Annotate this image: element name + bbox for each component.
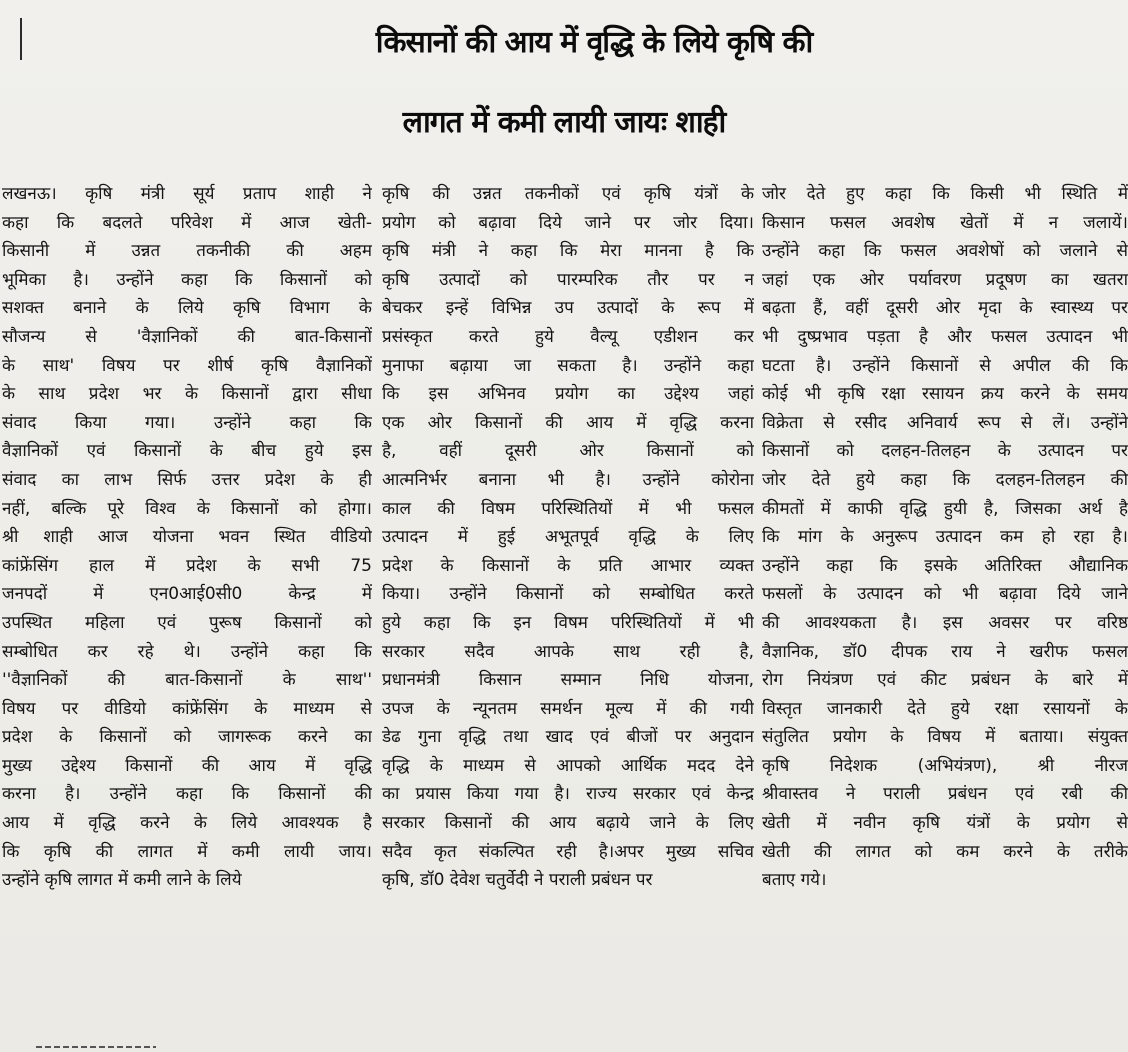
article-text-line: काल की विषम परिस्थितियों में भी फसल bbox=[382, 498, 754, 519]
article-text-line: सरकार सदैव आपके साथ रही है, bbox=[382, 641, 754, 662]
article-text-line: जोर देते हुये कहा कि दलहन-तिलहन की bbox=[762, 469, 1128, 490]
article-text-line: प्रसंस्कृत करते हुये वैल्यू एडीशन कर bbox=[382, 326, 754, 347]
article-text-line: प्रधानमंत्री किसान सम्मान निधि योजना, bbox=[382, 670, 754, 691]
article-text-line: मुनाफा बढ़ाया जा सकता है। उन्होंने कहा bbox=[382, 355, 754, 376]
article-text-line: कीमतों में काफी वृद्धि हुयी है, जिसका अर्थ है bbox=[762, 498, 1128, 519]
article-text-line: खेती में नवीन कृषि यंत्रों के प्रयोग से bbox=[762, 813, 1128, 834]
article-text-line: की आवश्यकता है। इस अवसर पर वरिष्ठ bbox=[762, 612, 1128, 633]
article-text-line: डेढ गुना वृद्धि तथा खाद एवं बीजों पर अनुदान bbox=[382, 727, 754, 748]
article-text-line: किसान फसल अवशेष खेतों में न जलायें। bbox=[762, 212, 1128, 233]
article-text-line: आय में वृद्धि करने के लिये आवश्यक है bbox=[2, 813, 372, 834]
article-text-line: ''वैज्ञानिकों की बात-किसानों के साथ'' bbox=[2, 670, 372, 691]
article-text-line: करना है। उन्होंने कहा कि किसानों की bbox=[2, 784, 372, 805]
article-text-line: विषय पर वीडियो कांफ्रेंसिंग के माध्यम से bbox=[2, 698, 372, 719]
article-text-line: संतुलित प्रयोग के विषय में बताया। संयुक्त bbox=[762, 727, 1128, 748]
article-text-line: रोग नियंत्रण एवं कीट प्रबंधन के बारे में bbox=[762, 670, 1128, 691]
article-text-line: संवाद किया गया। उन्होंने कहा कि bbox=[2, 412, 372, 433]
article-text-line: आत्मनिर्भर बनाना भी है। उन्होंने कोरोना bbox=[382, 469, 754, 490]
article-text-line: उन्होंने कृषि लागत में कमी लाने के लिये bbox=[2, 870, 242, 891]
article-text-line: नहीं, बल्कि पूरे विश्व के किसानों को होगा। bbox=[2, 498, 372, 519]
article-text-line: फसलों के उत्पादन को भी बढ़ावा दिये जाने bbox=[762, 584, 1128, 605]
article-text-line: कृषि की उन्नत तकनीकों एवं कृषि यंत्रों के bbox=[382, 184, 754, 204]
article-text-line: सरकार किसानों की आय बढ़ाये जाने के लिए bbox=[382, 813, 754, 834]
article-text-line: सशक्त बनाने के लिये कृषि विभाग के bbox=[2, 298, 372, 319]
article-text-line: सदैव कृत संकल्पित रही है।अपर मुख्य सचिव bbox=[382, 841, 754, 862]
article-text-line: वृद्धि के माध्यम से आपको आर्थिक मदद देने bbox=[382, 755, 754, 776]
article-text-line: जनपदों में एन0आई0सी0 केन्द्र में bbox=[2, 584, 372, 605]
article-text-line: किया। उन्होंने किसानों को सम्बोधित करते bbox=[382, 584, 754, 605]
article-text-line: वैज्ञानिकों एवं किसानों के बीच हुये इस bbox=[2, 441, 372, 462]
article-text-line: बढ़ता हैं, वहीं दूसरी ओर मृदा के स्वास्थ्य पर bbox=[762, 298, 1128, 319]
article-text-line: कृषि उत्पादों को पारम्परिक तौर पर न bbox=[382, 269, 754, 290]
article-column-3 bbox=[762, 180, 1128, 895]
article-text-line: प्रयोग को बढ़ावा दिये जाने पर जोर दिया। bbox=[382, 212, 754, 233]
article-text-line: उपस्थित महिला एवं पुरूष किसानों को bbox=[2, 612, 372, 633]
article-text-line: कि कृषि की लागत में कमी लायी जाय। bbox=[2, 841, 372, 862]
article-text-line: सम्बोधित कर रहे थे। उन्होंने कहा कि bbox=[2, 641, 372, 662]
headline-line-2: लागत में कमी लायी जायः शाही bbox=[402, 105, 726, 140]
article-text-line: प्रदेश के किसानों को जागरूक करने का bbox=[2, 727, 372, 748]
article-text-line: है, वहीं दूसरी ओर किसानों को bbox=[382, 441, 754, 462]
article-text-line: उपज के न्यूनतम समर्थन मूल्य में की गयी bbox=[382, 698, 754, 719]
article-text-line: बताए गये। bbox=[762, 870, 827, 891]
article-text-line: खेती की लागत को कम करने के तरीके bbox=[762, 841, 1128, 862]
article-column-2 bbox=[382, 180, 754, 895]
article-text-line: प्रदेश के किसानों के प्रति आभार व्यक्त bbox=[382, 555, 754, 576]
article-text-line: उन्होंने कहा कि फसल अवशेषों को जलाने से bbox=[762, 241, 1128, 262]
article-text-line: कृषि निदेशक (अभियंत्रण), श्री नीरज bbox=[762, 755, 1128, 776]
headline-line-1: किसानों की आय में वृद्धि के लिये कृषि की bbox=[375, 25, 813, 60]
article-text-line: वैज्ञानिक, डॉ0 दीपक राय ने खरीफ फसल bbox=[762, 641, 1128, 662]
article-text-line: का प्रयास किया गया है। राज्य सरकार एवं केन्द्र bbox=[382, 784, 754, 805]
article-text-line: कोई भी कृषि रक्षा रसायन क्रय करने के समय bbox=[762, 384, 1128, 405]
headline bbox=[0, 4, 1128, 164]
article-column-1 bbox=[2, 180, 372, 895]
article-text-line: एक ओर किसानों की आय में वृद्धि करना bbox=[382, 412, 754, 433]
article-text-line: के साथ प्रदेश भर के किसानों द्वारा सीधा bbox=[2, 384, 372, 405]
article-text-line: कि मांग के अनुरूप उत्पादन कम हो रहा है। bbox=[762, 527, 1128, 548]
article-body bbox=[0, 180, 1128, 1052]
article-text-line: किसानी में उन्नत तकनीकी की अहम bbox=[2, 241, 372, 262]
article-text-line: संवाद का लाभ सिर्फ उत्तर प्रदेश के ही bbox=[2, 469, 372, 490]
article-text-line: उत्पादन में हुई अभूतपूर्व वृद्धि के लिए bbox=[382, 527, 754, 548]
article-text-line: घटता है। उन्होंने किसानों से अपील की कि bbox=[762, 355, 1128, 376]
article-text-line: किसानों को दलहन-तिलहन के उत्पादन पर bbox=[762, 441, 1128, 462]
article-text-line: श्री शाही आज योजना भवन स्थित वीडियो bbox=[2, 527, 372, 548]
article-text-line: मुख्य उद्देश्य किसानों की आय में वृद्धि bbox=[2, 755, 372, 776]
article-text-line: विस्तृत जानकारी देते हुये रक्षा रसायनों के bbox=[762, 698, 1128, 719]
article-text-line: लखनऊ। कृषि मंत्री सूर्य प्रताप शाही ने bbox=[2, 184, 372, 204]
article-text-line: कांफ्रेंसिंग हाल में प्रदेश के सभी 75 bbox=[2, 555, 372, 576]
article-text-line: श्रीवास्तव ने पराली प्रबंधन एवं रबी की bbox=[762, 784, 1128, 805]
article-text-line: उन्होंने कहा कि इसके अतिरिक्त औद्यानिक bbox=[762, 555, 1128, 576]
article-text-line: सौजन्य से 'वैज्ञानिकों की बात-किसानों bbox=[2, 326, 372, 347]
article-text-line: विक्रेता से रसीद अनिवार्य रूप से लें। उन्होंने bbox=[762, 412, 1128, 433]
article-text-line: भूमिका है। उन्होंने कहा कि किसानों को bbox=[2, 269, 372, 290]
bottom-rule bbox=[36, 1046, 156, 1048]
article-text-line: के साथ' विषय पर शीर्ष कृषि वैज्ञानिकों bbox=[2, 355, 372, 376]
article-text-line: कहा कि बदलते परिवेश में आज खेती- bbox=[2, 212, 372, 233]
article-text-line: कृषि मंत्री ने कहा कि मेरा मानना है कि bbox=[382, 241, 754, 262]
article-text-line: जोर देते हुए कहा कि किसी भी स्थिति में bbox=[762, 184, 1128, 204]
article-text-line: बेचकर इन्हें विभिन्न उप उत्पादों के रूप में bbox=[382, 298, 754, 319]
article-text-line: भी दुष्प्रभाव पड़ता है और फसल उत्पादन भी bbox=[762, 326, 1128, 347]
article-text-line: जहां एक ओर पर्यावरण प्रदूषण का खतरा bbox=[762, 269, 1128, 290]
article-text-line: कृषि, डॉ0 देवेश चतुर्वेदी ने पराली प्रबंधन पर bbox=[382, 870, 653, 891]
article-text-line: कि इस अभिनव प्रयोग का उद्देश्य जहां bbox=[382, 384, 754, 405]
article-text-line: हुये कहा कि इन विषम परिस्थितियों में भी bbox=[382, 612, 754, 633]
